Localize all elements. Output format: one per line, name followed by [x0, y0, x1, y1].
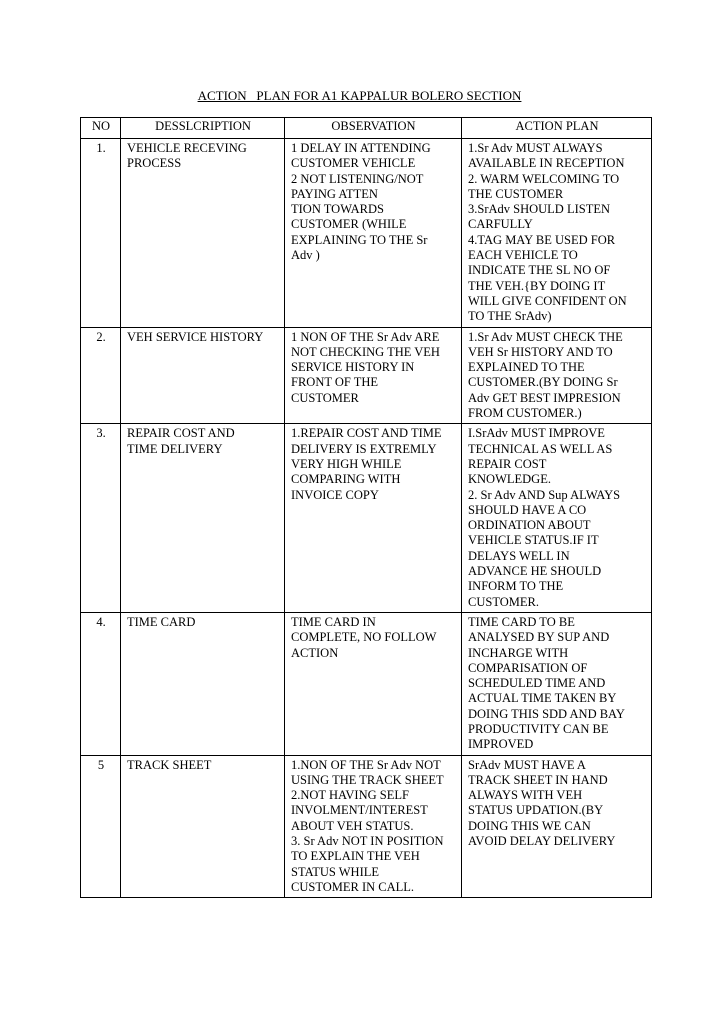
row-number: 4.: [81, 612, 121, 755]
header-action-plan: ACTION PLAN: [462, 118, 652, 139]
row-action-plan: I.SrAdv MUST IMPROVE TECHNICAL AS WELL AS REPAIR COST KNOWLEDGE. 2. Sr Adv AND Sup ALWAYS SHOULD HAVE A CO ORDINATION ABOUT VEHICLE STATUS.IF IT DELAYS WELL IN ADVANCE HE SHOULD INFORM TO THE CUSTOMER.: [462, 424, 652, 613]
row-observation: 1.NON OF THE Sr Adv NOT USING THE TRACK SHEET 2.NOT HAVING SELF INVOLMENT/INTEREST ABOUT VEH STATUS. 3. Sr Adv NOT IN POSITION TO EXPLAIN THE VEH STATUS WHILE CUSTOMER IN CALL.: [285, 755, 462, 898]
row-observation: TIME CARD IN COMPLETE, NO FOLLOW ACTION: [285, 612, 462, 755]
row-action-plan: 1.Sr Adv MUST CHECK THE VEH Sr HISTORY AND TO EXPLAINED TO THE CUSTOMER.(BY DOING Sr Adv GET BEST IMPRESION FROM CUSTOMER.): [462, 327, 652, 424]
table-row: [81, 612, 652, 755]
table-row: [81, 139, 652, 328]
row-number: 2.: [81, 327, 121, 424]
header-observation: OBSERVATION: [285, 118, 462, 139]
row-action-plan: SrAdv MUST HAVE A TRACK SHEET IN HAND ALWAYS WITH VEH STATUS UPDATION.(BY DOING THIS WE CAN AVOID DELAY DELIVERY: [462, 755, 652, 898]
row-description: VEHICLE RECEVING PROCESS: [121, 139, 285, 328]
table-row: [81, 755, 652, 898]
header-description: DESSLCRIPTION: [121, 118, 285, 139]
row-description: TRACK SHEET: [121, 755, 285, 898]
header-no: NO: [81, 118, 121, 139]
row-description: VEH SERVICE HISTORY: [121, 327, 285, 424]
table-row: [81, 327, 652, 424]
row-observation: 1.REPAIR COST AND TIME DELIVERY IS EXTREMLY VERY HIGH WHILE COMPARING WITH INVOICE COPY: [285, 424, 462, 613]
row-action-plan: TIME CARD TO BE ANALYSED BY SUP AND INCHARGE WITH COMPARISATION OF SCHEDULED TIME AND ACTUAL TIME TAKEN BY DOING THIS SDD AND BAY PRODUCTIVITY CAN BE IMPROVED: [462, 612, 652, 755]
row-observation: 1 NON OF THE Sr Adv ARE NOT CHECKING THE VEH SERVICE HISTORY IN FRONT OF THE CUSTOMER: [285, 327, 462, 424]
row-action-plan: 1.Sr Adv MUST ALWAYS AVAILABLE IN RECEPTION 2. WARM WELCOMING TO THE CUSTOMER 3.SrAdv SHOULD LISTEN CARFULLY 4.TAG MAY BE USED FOR EACH VEHICLE TO INDICATE THE SL NO OF THE VEH.{BY DOING IT WILL GIVE CONFIDENT ON TO THE SrAdv): [462, 139, 652, 328]
row-observation: 1 DELAY IN ATTENDING CUSTOMER VEHICLE 2 NOT LISTENING/NOT PAYING ATTEN TION TOWARDS CUSTOMER (WHILE EXPLAINING TO THE Sr Adv ): [285, 139, 462, 328]
row-description: REPAIR COST AND TIME DELIVERY: [121, 424, 285, 613]
action-plan-table: [80, 117, 652, 898]
table-row: [81, 424, 652, 613]
table-header-row: [81, 118, 652, 139]
row-number: 5: [81, 755, 121, 898]
document-title: ACTION PLAN FOR A1 KAPPALUR BOLERO SECTION: [197, 88, 522, 103]
row-number: 3.: [81, 424, 121, 613]
row-description: TIME CARD: [121, 612, 285, 755]
row-number: 1.: [81, 139, 121, 328]
